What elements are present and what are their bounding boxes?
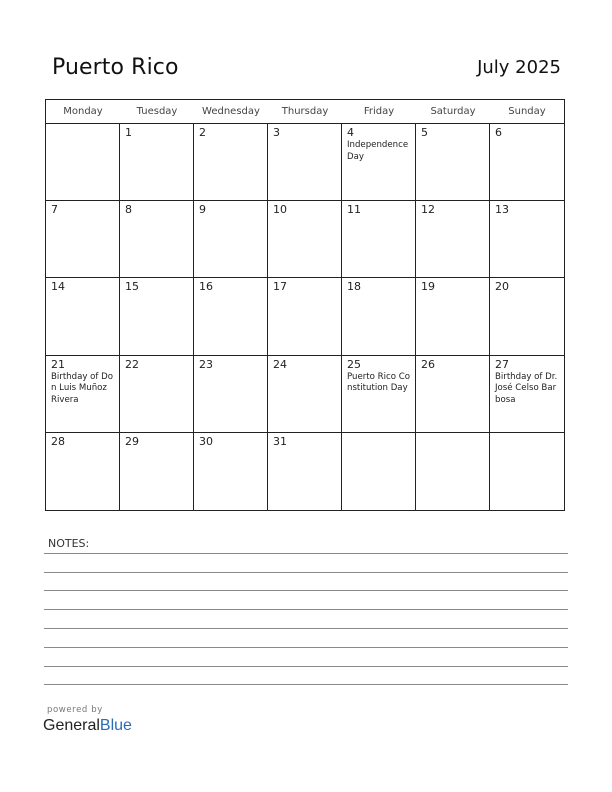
- day-cell: [490, 124, 564, 201]
- day-cell: [416, 433, 490, 510]
- page-title: Puerto Rico: [52, 55, 179, 80]
- day-number: 1: [125, 126, 132, 139]
- holiday-label: Independence Day: [347, 140, 409, 162]
- day-cell: [120, 124, 194, 201]
- day-number: 8: [125, 203, 132, 217]
- note-line: [44, 553, 568, 554]
- day-number: 26: [421, 357, 435, 371]
- day-number: 28: [51, 434, 65, 448]
- notes-label: NOTES:: [48, 537, 90, 550]
- note-line: [44, 684, 568, 685]
- weekday-header: Tuesday: [120, 100, 194, 124]
- day-number: 10: [273, 203, 287, 217]
- day-cell: [342, 433, 416, 510]
- day-number: 15: [125, 280, 139, 294]
- day-cell: [490, 433, 564, 510]
- day-cell: [268, 433, 342, 510]
- day-cell: [268, 356, 342, 433]
- day-number: 3: [273, 126, 280, 139]
- day-cell: [46, 356, 120, 433]
- day-number: 30: [199, 434, 213, 448]
- day-number: 13: [495, 203, 509, 217]
- day-number: 5: [421, 126, 428, 139]
- day-cell: [46, 433, 120, 510]
- day-cell: [342, 278, 416, 355]
- day-cell: [490, 201, 564, 278]
- weekday-header: Wednesday: [194, 100, 268, 124]
- day-number: 17: [273, 280, 287, 294]
- day-number: 19: [421, 280, 435, 294]
- day-cell: [342, 356, 416, 433]
- day-cell: [416, 124, 490, 201]
- day-cell: [120, 201, 194, 278]
- day-number: 22: [125, 357, 139, 371]
- day-number: 27: [495, 357, 509, 371]
- day-number: 14: [51, 280, 65, 294]
- day-number: 12: [421, 203, 435, 217]
- day-cell: [268, 201, 342, 278]
- day-cell: [416, 201, 490, 278]
- day-cell: [416, 278, 490, 355]
- day-number: 29: [125, 434, 139, 448]
- day-number: 25: [347, 357, 361, 371]
- note-line: [44, 590, 568, 591]
- day-cell: [194, 201, 268, 278]
- day-cell: [490, 278, 564, 355]
- calendar-grid: [45, 99, 565, 511]
- weekday-header: Monday: [46, 100, 120, 124]
- day-cell: [46, 278, 120, 355]
- day-cell: [194, 124, 268, 201]
- day-cell: [194, 278, 268, 355]
- weekday-header: Friday: [342, 100, 416, 124]
- brand-name-blue: Blue: [99, 717, 132, 734]
- day-cell: [194, 433, 268, 510]
- weekday-header: Thursday: [268, 100, 342, 124]
- weekday-header: Sunday: [490, 100, 564, 124]
- weekday-header: Saturday: [416, 100, 490, 124]
- day-number: 18: [347, 280, 361, 294]
- day-number: 2: [199, 126, 206, 139]
- day-cell: [342, 124, 416, 201]
- day-cell: [268, 278, 342, 355]
- day-number: 16: [199, 280, 213, 294]
- day-number: 24: [273, 357, 287, 371]
- day-cell: [342, 201, 416, 278]
- holiday-label: Puerto Rico Constitution Day: [347, 371, 410, 394]
- brand-name-general: General: [43, 717, 100, 734]
- holiday-label: Birthday of Dr. José Celso Barbosa: [495, 371, 558, 405]
- brand-logo: [43, 717, 132, 735]
- day-cell: [416, 356, 490, 433]
- day-cell: [46, 201, 120, 278]
- day-number: 31: [273, 434, 287, 448]
- note-line: [44, 628, 568, 629]
- day-number: 4: [347, 126, 354, 139]
- day-cell: [194, 356, 268, 433]
- note-line: [44, 666, 568, 667]
- powered-by-text: powered by: [47, 705, 103, 715]
- day-number: 7: [51, 203, 58, 217]
- note-line: [44, 572, 568, 573]
- day-number: 20: [495, 280, 509, 294]
- day-number: 11: [347, 203, 361, 217]
- day-cell: [120, 278, 194, 355]
- note-line: [44, 609, 568, 610]
- day-cell: [120, 356, 194, 433]
- day-number: 21: [51, 357, 65, 371]
- day-number: 23: [199, 357, 213, 371]
- day-cell: [268, 124, 342, 201]
- holiday-label: Birthday of Don Luis Muñoz Rivera: [51, 371, 114, 405]
- day-cell: [490, 356, 564, 433]
- note-line: [44, 647, 568, 648]
- day-number: 6: [495, 126, 502, 139]
- day-number: 9: [199, 203, 206, 217]
- day-cell: [120, 433, 194, 510]
- month-title: July 2025: [477, 57, 561, 78]
- day-cell: [46, 124, 120, 201]
